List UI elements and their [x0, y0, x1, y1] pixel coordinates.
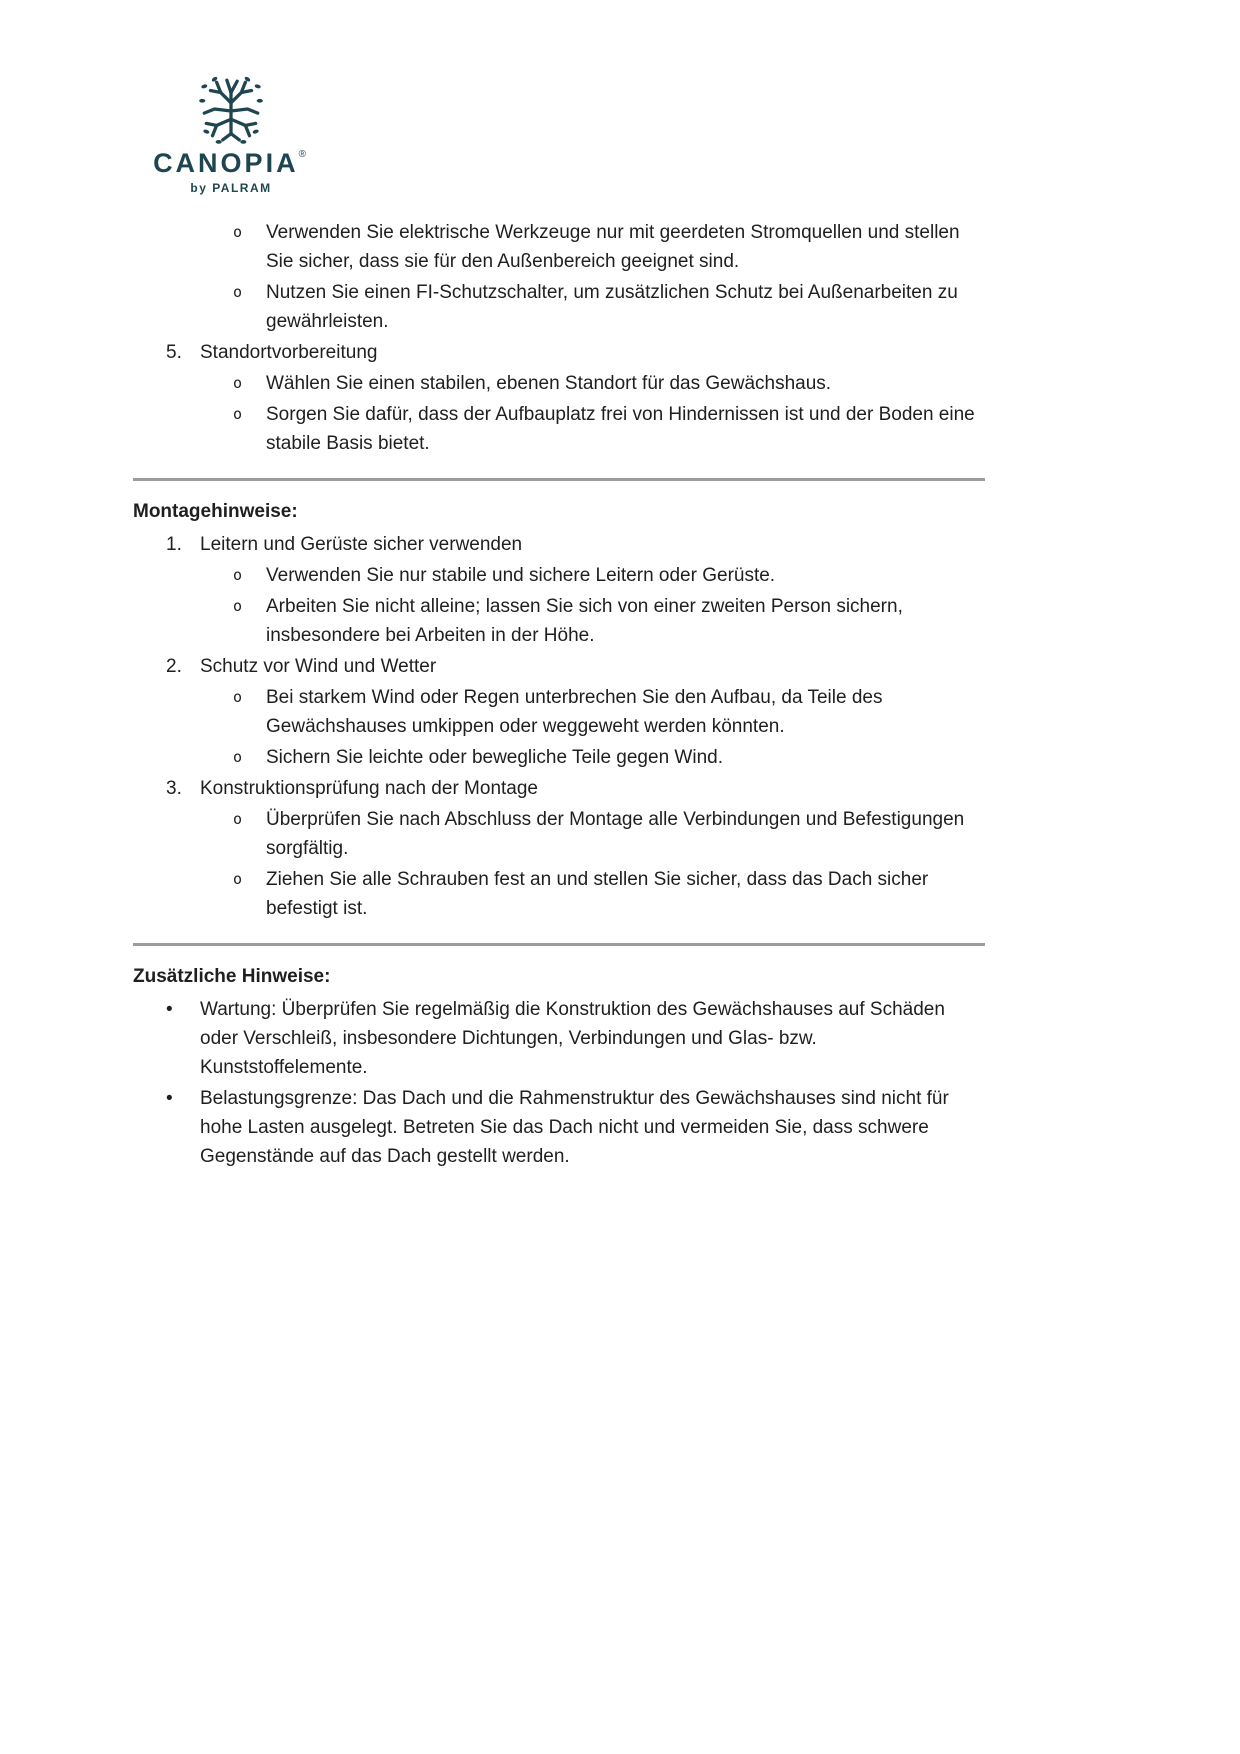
- item-title: Schutz vor Wind und Wetter: [200, 656, 437, 677]
- circle-bullet: o: [233, 283, 243, 301]
- numbered-item: [133, 530, 985, 559]
- numbered-item: [133, 652, 985, 681]
- section-divider: [133, 943, 985, 946]
- canopia-tree-icon: [192, 72, 270, 146]
- section-heading-zusaetzliche-hinweise: Zusätzliche Hinweise:: [133, 966, 331, 987]
- circle-bullet: o: [233, 597, 243, 615]
- circle-bullet: o: [233, 374, 243, 392]
- list-item-text: Überprüfen Sie nach Abschluss der Montage alle Verbindungen und Befestigungen sorgfältig.: [266, 809, 965, 859]
- numbered-item: [133, 338, 985, 367]
- item-number: 3.: [166, 778, 182, 799]
- list-item-text: Ziehen Sie alle Schrauben fest an und stellen Sie sicher, dass das Dach sicher befestigt ist.: [266, 869, 929, 919]
- item-number: 2.: [166, 656, 182, 677]
- section-heading-montagehinweise: Montagehinweise:: [133, 501, 298, 522]
- item-title: Leitern und Gerüste sicher verwenden: [200, 534, 523, 555]
- list-item-text: Verwenden Sie elektrische Werkzeuge nur mit geerdeten Stromquellen und stellen Sie sicher, dass sie für den Außenbereich geeignet sind.: [266, 222, 960, 272]
- circle-bullet: o: [233, 688, 243, 706]
- item-title: Konstruktionsprüfung nach der Montage: [200, 778, 538, 799]
- circle-bullet: o: [233, 810, 243, 828]
- list-item-text: Belastungsgrenze: Das Dach und die Rahmenstruktur des Gewächshauses sind nicht für hohe Lasten ausgelegt. Betreten Sie das Dach nicht und vermeiden Sie, dass schwere Gegenstände auf das Dach gestellt werden.: [200, 1088, 949, 1167]
- list-item-text: Verwenden Sie nur stabile und sichere Leitern oder Gerüste.: [266, 565, 776, 586]
- list-item-text: Bei starkem Wind oder Regen unterbrechen Sie den Aufbau, da Teile des Gewächshauses umkippen oder weggeweht werden könnten.: [266, 687, 883, 737]
- list-item: [133, 561, 985, 590]
- list-item-text: Sichern Sie leichte oder bewegliche Teile gegen Wind.: [266, 747, 723, 768]
- list-item-text: Nutzen Sie einen FI-Schutzschalter, um zusätzlichen Schutz bei Außenarbeiten zu gewährleisten.: [266, 282, 958, 332]
- item-title: Standortvorbereitung: [200, 342, 378, 363]
- disc-bullet: •: [166, 1088, 173, 1109]
- list-item-text: Wählen Sie einen stabilen, ebenen Standort für das Gewächshaus.: [266, 373, 832, 394]
- list-item-text: Arbeiten Sie nicht alleine; lassen Sie sich von einer zweiten Person sichern, insbesondere bei Arbeiten in der Höhe.: [266, 596, 903, 646]
- circle-bullet: o: [233, 405, 243, 423]
- numbered-item: [133, 774, 985, 803]
- brand-byline: by PALRAM: [190, 181, 272, 195]
- list-item: [133, 400, 985, 458]
- disc-bullet: •: [166, 999, 173, 1020]
- list-item: [133, 683, 985, 741]
- list-item: [133, 865, 985, 923]
- list-item: [133, 1084, 985, 1171]
- item-number: 5.: [166, 342, 182, 363]
- list-item: [133, 995, 985, 1082]
- list-item-text: Sorgen Sie dafür, dass der Aufbauplatz frei von Hindernissen ist und der Boden eine stabile Basis bietet.: [266, 404, 975, 454]
- document-content: [133, 218, 985, 1171]
- list-item-text: Wartung: Überprüfen Sie regelmäßig die Konstruktion des Gewächshauses auf Schäden oder Verschleiß, insbesondere Dichtungen, Verbindungen und Glas- bzw. Kunststoffelemente.: [200, 999, 945, 1078]
- list-item: [133, 218, 985, 276]
- circle-bullet: o: [233, 566, 243, 584]
- list-item: [133, 743, 985, 772]
- brand-wordmark: CANOPIA®: [153, 148, 309, 178]
- list-item: [133, 805, 985, 863]
- circle-bullet: o: [233, 870, 243, 888]
- circle-bullet: o: [233, 748, 243, 766]
- list-item: [133, 278, 985, 336]
- registered-mark: ®: [298, 149, 309, 160]
- section-divider: [133, 478, 985, 481]
- list-item: [133, 369, 985, 398]
- list-item: [133, 592, 985, 650]
- item-number: 1.: [166, 534, 182, 555]
- circle-bullet: o: [233, 223, 243, 241]
- logo: [153, 72, 309, 195]
